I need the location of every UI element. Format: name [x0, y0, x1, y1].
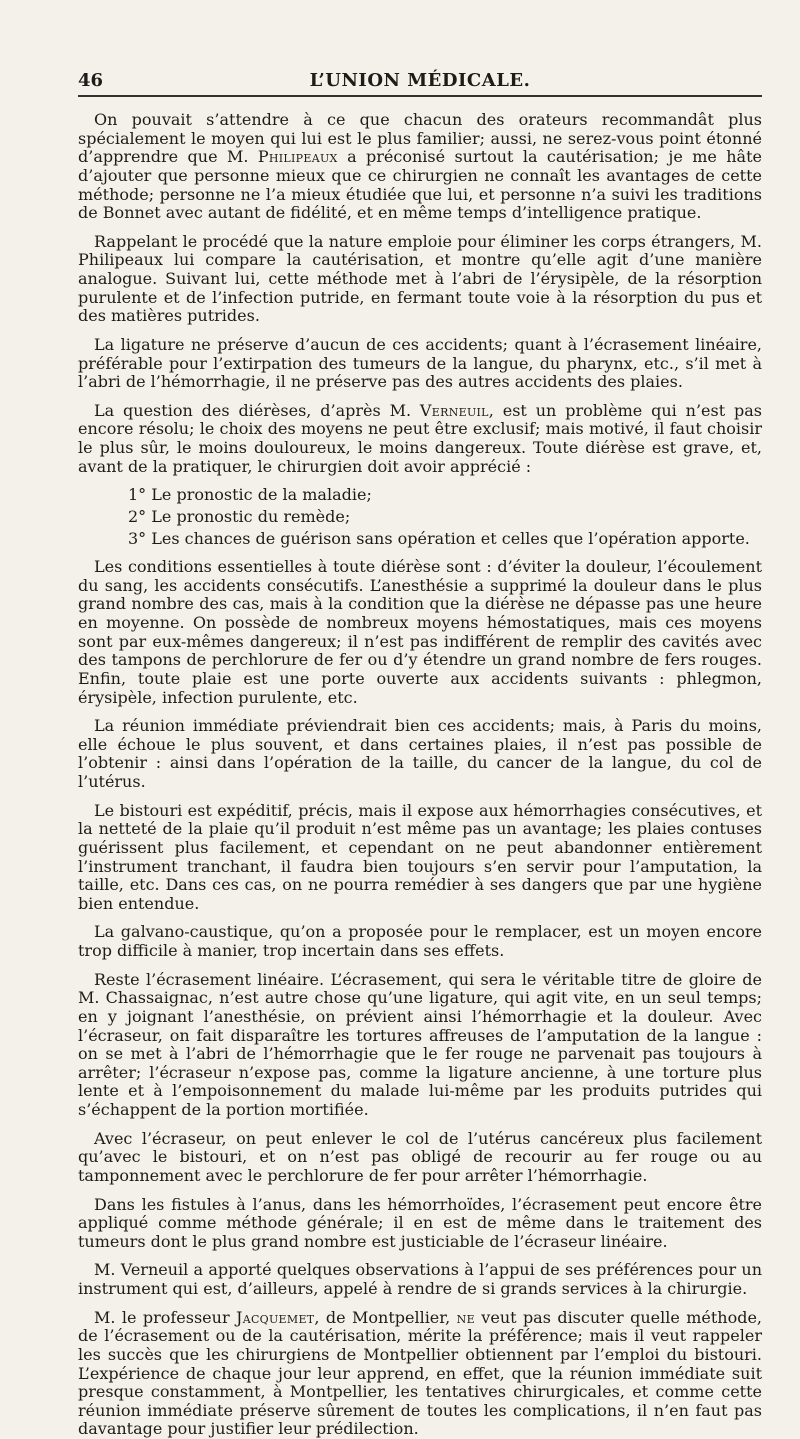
paragraph: Rappelant le procédé que la nature emploie pour éliminer les corps étrangers, M. Philipeaux lui compare la cautérisation, et montre qu’elle agit d’une manière analogue. Suivant lui, cette méthode met à l’abri de l’érysipèle, de la résorption purulente et de l’infection putride, en fermant toute voie à la résorption du pus et des matières putrides.	[78, 231, 762, 326]
person-name: Verneuil	[419, 400, 489, 420]
person-name: Philipeaux	[257, 147, 338, 167]
paragraph: La réunion immédiate préviendrait bien ces accidents; mais, à Paris du moins, elle échoue le plus souvent, et dans certaines plaies, il n’est pas possible de l’obtenir : ainsi dans l’opération de la taille, du cancer de la langue, du col de l’utérus.	[78, 716, 762, 791]
paragraph: M. le professeur Jacquemet, de Montpellier, ne veut pas discuter quelle méthode, de l’écrasement ou de la cautérisation, mérite la préférence; mais il veut rappeler les succès que les chirurgiens de Montpellier obtiennent par l’emploi du bistouri. L’expérience de chaque jour leur apprend, en effet, que la réunion immédiate suit presque constamment, à Montpellier, les tentatives chirurgicales, et comme cette réunion immédiate préserve sûrement de toutes les complications, il n’en faut pas davantage pour justifier leur prédilection.	[78, 1307, 763, 1439]
list-item: 3° Les chances de guérison sans opération et celles que l’opération apporte.	[128, 528, 750, 548]
page-header	[78, 70, 762, 95]
paragraph: La ligature ne préserve d’aucun de ces accidents; quant à l’écrasement linéaire, préférable pour l’extirpation des tumeurs de la langue, du pharynx, etc., s’il met à l’abri de l’hémorrhagie, il ne préserve pas des autres accidents des plaies.	[78, 334, 762, 392]
person-name: Jacquemet	[235, 1307, 315, 1327]
paragraph: Reste l’écrasement linéaire. L’écrasement, qui sera le véritable titre de gloire de M. Chassaignac, n’est autre chose qu’une ligature, qui agit vite, en un seul temps; en y joignant l’anesthésie, on prévient ainsi l’hémorrhagie et la douleur. Avec l’écraseur, on fait disparaître les tortures affreuses de l’amputation de la langue : on se met à l’abri de l’hémorrhagie que le fer rouge ne parvenait pas toujours à arrêter; l’écraseur n’expose pas, comme la ligature ancienne, à une torture plus lente et à l’empoisonnement du malade lui-même par les produits putrides qui s’échappent de la portion mortifiée.	[78, 969, 762, 1119]
header-rule	[78, 95, 762, 97]
paragraph: Les conditions essentielles à toute diérèse sont : d’éviter la douleur, l’écoulement du sang, les accidents consécutifs. L’anesthésie a supprimé la douleur dans le plus grand nombre des cas, mais à la condition que la diérèse ne dépasse pas une heure en moyenne. On possède de nombreux moyens hémostatiques, mais ces moyens sont par eux-mêmes dangereux; il n’est pas indifférent de remplir des cavités avec des tampons de perchlorure de fer ou d’y étendre un grand nombre de fers rouges. Enfin, toute plaie est une porte ouverte aux accidents suivants : phlegmon, érysipèle, infection purulente, etc.	[78, 557, 762, 707]
page-number: 46	[78, 70, 104, 91]
paragraph: Dans les fistules à l’anus, dans les hémorrhoïdes, l’écrasement peut encore être appliqué comme méthode générale; il en est de même dans le traitement des tumeurs dont le plus grand nombre est justiciable de l’écraseur linéaire.	[78, 1194, 762, 1251]
running-title: L’UNION MÉDICALE.	[309, 70, 531, 91]
paragraph: La galvano-caustique, qu’on a proposée pour le remplacer, est un moyen encore trop difficile à manier, trop incertain dans ses effets.	[78, 922, 762, 960]
paragraph: Le bistouri est expéditif, précis, mais il expose aux hémorrhagies consécutives, et la netteté de la plaie qu’il produit n’est même pas un avantage; les plaies contuses guérissent plus facilement, et cependant on ne peut abandonner entièrement l’instrument tranchant, il faudra bien toujours s’en servir pour l’amputation, la taille, etc. Dans ces cas, on ne pourra remédier à ses dangers que par une hygiène bien entendue.	[78, 800, 762, 913]
paragraph: M. Verneuil a apporté quelques observations à l’appui de ses préférences pour un instrument qui est, d’ailleurs, appelé à rendre de si grands services à la chirurgie.	[78, 1260, 762, 1298]
list-item: 1° Le pronostic de la maladie;	[128, 485, 372, 505]
numbered-list	[78, 486, 762, 548]
paragraph: Avec l’écraseur, on peut enlever le col de l’utérus cancéreux plus facilement qu’avec le bistouri, et on n’est pas obligé de recourir au fer rouge ou au tamponnement avec le perchlorure de fer pour arrêter l’hémorrhagie.	[78, 1128, 762, 1185]
paragraph: On pouvait s’attendre à ce que chacun des orateurs recommandât plus spécialement le moyen qui lui est le plus familier; aussi, ne serez-vous point étonné d’apprendre que M. Philipeaux a préconisé surtout la cautérisation; je me hâte d’ajouter que personne mieux que ce chirurgien ne connaît les avantages de cette méthode; personne ne l’a mieux étudiée que lui, et personne n’a suivi les traditions de Bonnet avec autant de fidélité, et en même temps d’intelligence pratique.	[78, 110, 762, 223]
paragraph: La question des diérèses, d’après M. Verneuil, est un problème qui n’est pas encore résolu; le choix des moyens ne peut être exclusif; mais motivé, il faut choisir le plus sûr, le moins douloureux, le moins dangereux. Toute diérèse est grave, et, avant de la pratiquer, le chirurgien doit avoir apprécié :	[78, 400, 763, 476]
list-item: 2° Le pronostic du remède;	[128, 506, 351, 526]
article-body	[78, 111, 762, 1439]
